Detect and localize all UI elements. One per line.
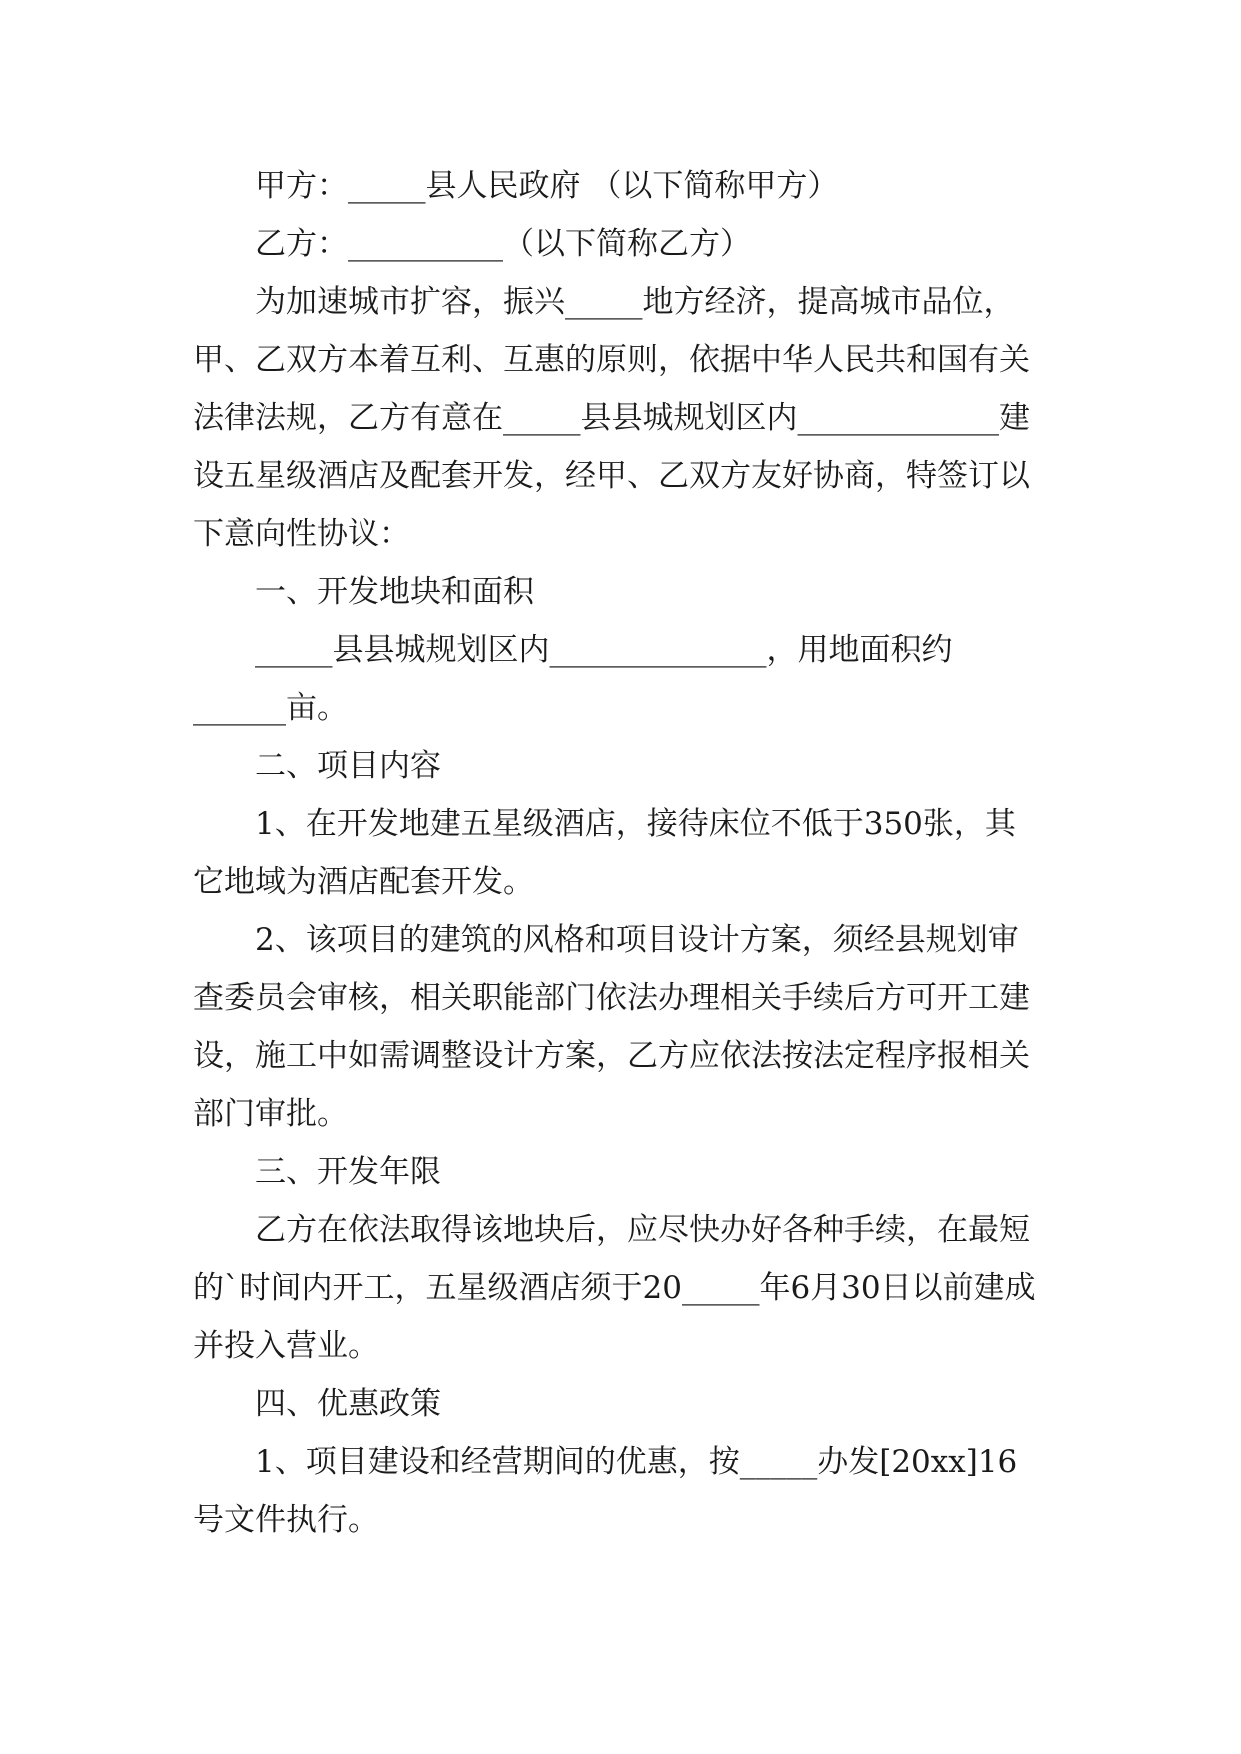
project-item-1: 1、在开发地建五星级酒店，接待床位不低于350张，其它地域为酒店配套开发。 — [193, 806, 1016, 900]
party-b-line: 乙方：__________（以下简称乙方） — [255, 226, 751, 262]
section-heading-2: 二、项目内容 — [255, 748, 441, 784]
policy-item-1: 1、项目建设和经营期间的优惠，按_____办发[20xx]16号文件执行。 — [193, 1444, 1018, 1538]
section-heading-1: 一、开发地块和面积 — [255, 574, 534, 610]
preamble-paragraph: 为加速城市扩容，振兴_____地方经济，提高城市品位，甲、乙双方本着互利、互惠的原则，依据中华人民共和国有关法律法规，乙方有意在_____县县城规划区内_____________建设五星级酒店及配套开发，经甲、乙双方友好协商，特签订以下意向性协议： — [193, 284, 1030, 552]
project-item-2: 2、该项目的建筑的风格和项目设计方案，须经县规划审查委员会审核，相关职能部门依法办理相关手续后方可开工建设，施工中如需调整设计方案，乙方应依法按法定程序报相关部门审批。 — [193, 922, 1030, 1132]
section-heading-4: 四、优惠政策 — [255, 1386, 441, 1422]
land-area-paragraph: _____县县城规划区内______________，用地面积约______亩。 — [193, 632, 953, 726]
document-body — [193, 157, 1043, 1549]
section-heading-3: 三、开发年限 — [255, 1154, 441, 1190]
development-period-paragraph: 乙方在依法取得该地块后，应尽快办好各种手续，在最短的`时间内开工，五星级酒店须于20_____年6月30日以前建成并投入营业。 — [193, 1212, 1036, 1364]
party-a-line: 甲方：_____县人民政府 （以下简称甲方） — [255, 168, 839, 204]
